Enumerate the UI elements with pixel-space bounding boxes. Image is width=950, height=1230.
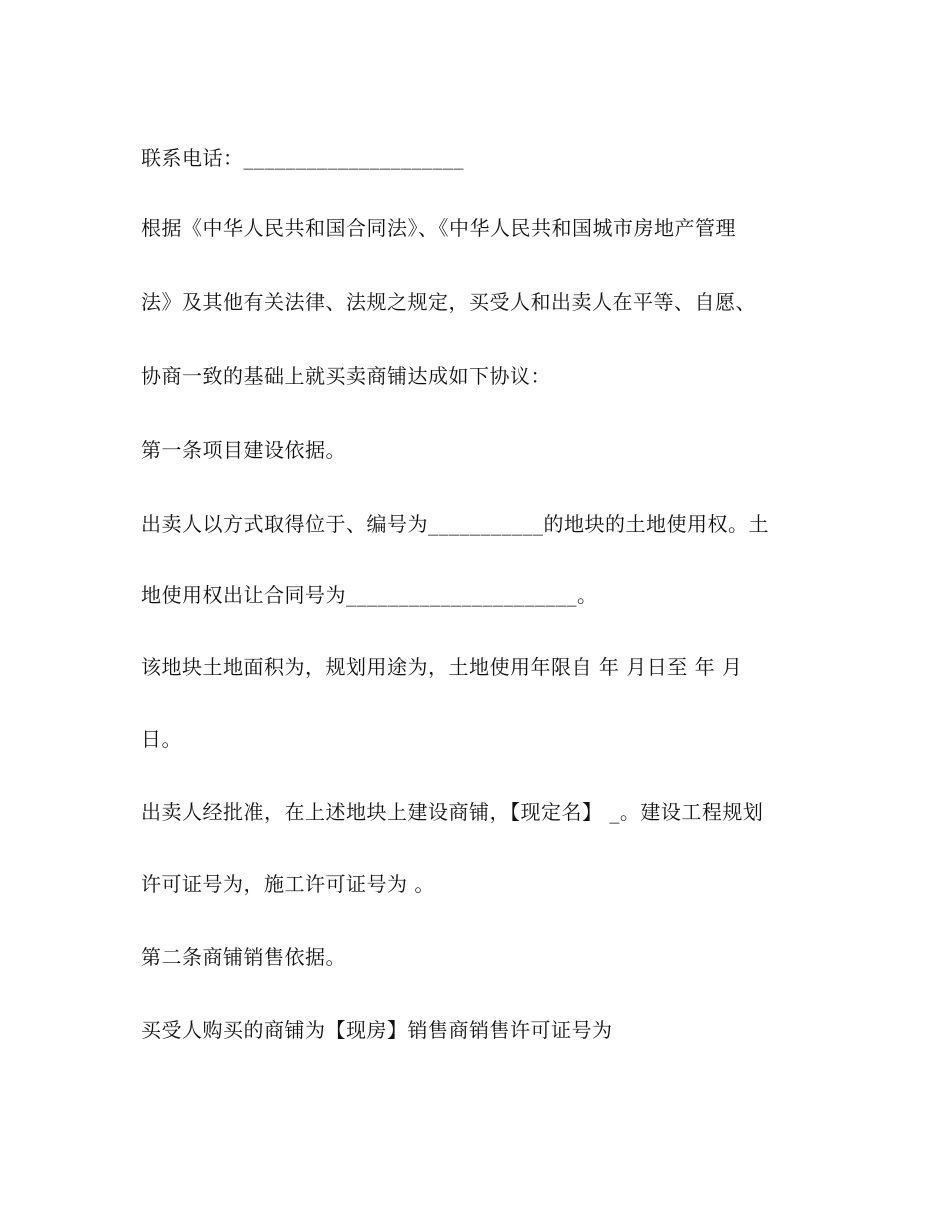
paragraph-line: 买受人购买的商铺为【现房】销售商销售许可证号为 — [141, 1018, 613, 1042]
article-heading: 第一条项目建设依据。 — [141, 438, 346, 462]
paragraph-line: 根据《中华人民共和国合同法》、《中华人民共和国城市房地产管理 — [141, 216, 736, 240]
article-heading: 第二条商铺销售依据。 — [141, 945, 346, 969]
paragraph-line: 协商一致的基础上就买卖商铺达成如下协议： — [141, 364, 551, 388]
paragraph-line: 出卖人经批准，在上述地块上建设商铺，【现定名】 _。建设工程规划 — [141, 800, 764, 824]
paragraph-line: 日。 — [141, 727, 182, 751]
contact-phone-line: 联系电话：_____________________ — [141, 146, 464, 170]
paragraph-line: 出卖人以方式取得位于、编号为___________的地块的土地使用权。土 — [141, 512, 769, 536]
paragraph-line: 法》及其他有关法律、法规之规定，买受人和出卖人在平等、自愿、 — [141, 290, 756, 314]
paragraph-line: 许可证号为，施工许可证号为 。 — [141, 872, 435, 896]
paragraph-line: 地使用权出让合同号为______________________。 — [141, 583, 598, 607]
paragraph-line: 该地块土地面积为，规划用途为，土地使用年限自 年 月日至 年 月 — [141, 655, 743, 679]
